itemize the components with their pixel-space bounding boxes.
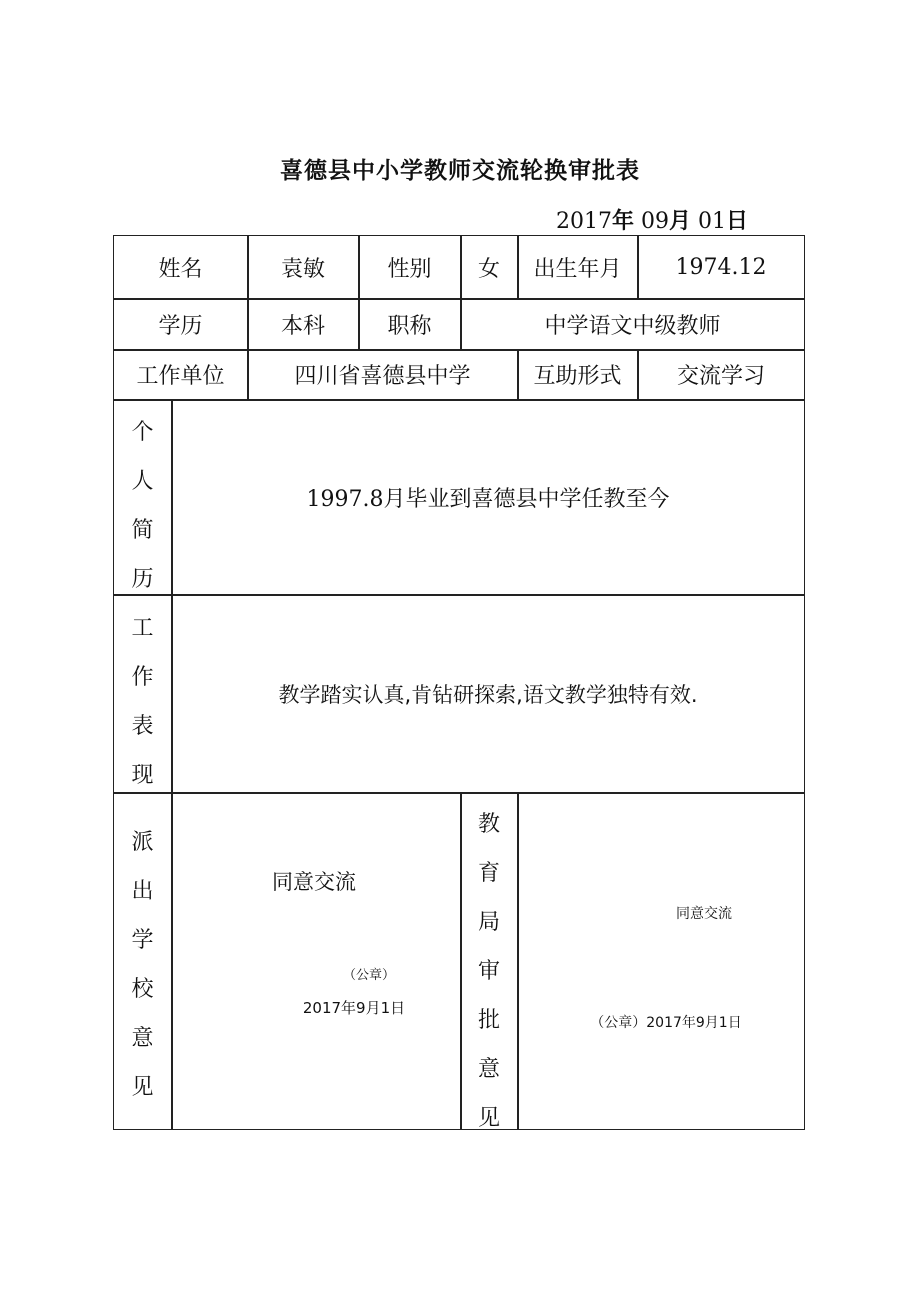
date-month-unit: 月 [669, 209, 692, 234]
bureau-seal-date: （公章）2017年9月1日 [590, 1015, 742, 1031]
date-year-unit: 年 [612, 209, 635, 234]
title-value: 中学语文中级教师 [544, 313, 721, 339]
exchange-form-label: 互助形式 [533, 364, 622, 389]
bureau-opinion-text: 同意交流 [676, 906, 732, 922]
exchange-form-value: 交流学习 [676, 364, 765, 389]
date-year: 2017 [556, 209, 612, 234]
education-label: 学历 [158, 313, 203, 339]
gender-label: 性别 [387, 256, 432, 282]
work-unit-value: 四川省喜德县中学 [294, 364, 471, 389]
name-label: 姓名 [158, 256, 203, 282]
school-opinion-date: 2017年9月1日 [302, 998, 406, 1017]
resume-label: 个 人 简 历 [131, 420, 154, 592]
name-value: 袁敏 [280, 256, 325, 282]
performance-label: 工 作 表 现 [131, 616, 154, 788]
page-title: 喜德县中小学教师交流轮换审批表 [280, 158, 640, 184]
birth-label: 出生年月 [533, 256, 622, 282]
title-label: 职称 [387, 313, 432, 339]
date-month: 09 [641, 209, 670, 234]
approval-form-table [113, 235, 805, 1130]
school-seal: （公章） [342, 967, 395, 983]
row-divider [114, 792, 804, 794]
col-divider [517, 792, 519, 1129]
bureau-opinion-label: 教 育 局 审 批 意 见 [477, 812, 500, 1131]
birth-value: 1974.12 [675, 254, 767, 280]
date-day: 01 [698, 209, 727, 234]
education-value: 本科 [280, 313, 325, 339]
performance-text: 教学踏实认真,肯钻研探索,语文教学独特有效. [278, 682, 698, 707]
school-opinion-label: 派 出 学 校 意 见 [131, 830, 154, 1100]
school-opinion-text: 同意交流 [272, 870, 356, 894]
work-unit-label: 工作单位 [136, 364, 225, 389]
gender-value: 女 [477, 256, 500, 282]
resume-text: 1997.8月毕业到喜德县中学任教至今 [306, 486, 670, 512]
form-date [556, 204, 748, 235]
date-day-unit: 日 [726, 209, 749, 234]
